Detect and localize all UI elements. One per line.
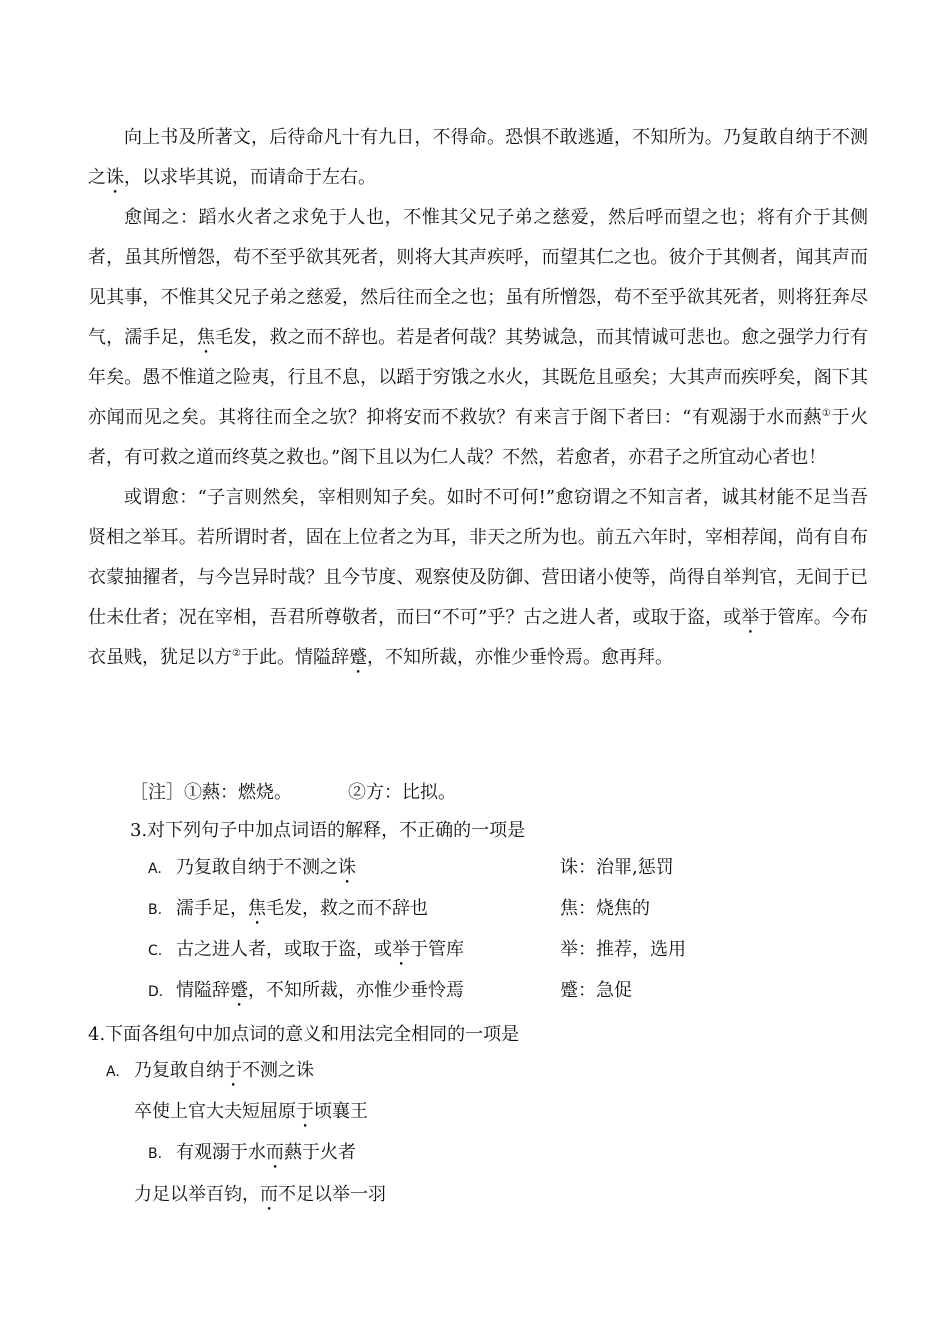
q3-stem: 3.对下列句子中加点词语的解释，不正确的一项是 (130, 820, 526, 841)
dotted-word: 蹙 (348, 647, 367, 668)
text: 不足以举一羽 (278, 1184, 386, 1205)
option-letter: A. (106, 1064, 120, 1080)
passage (88, 118, 868, 678)
paragraph-3 (88, 478, 868, 678)
dotted-word: 而 (260, 1184, 278, 1205)
option-letter: B. (148, 902, 163, 918)
text: 愈闻之：蹈水火者之求免于人也，不惟其父兄子弟之慈爱，然后呼而望之也；将有介于其侧者，虽其所憎怨，苟不至乎欲其死者，则将大其声疾呼，而望其仁之也。彼介于其侧者，闻其声而见其事，不惟其父兄子弟之慈爱，然后往而全之也；虽有所憎怨，苟不至乎欲其死者，则将狂奔尽气，濡手足， (88, 207, 868, 348)
text: 濡手足， (176, 898, 248, 919)
dotted-word: 焦 (196, 327, 216, 348)
q3-option-b (148, 894, 928, 929)
paragraph-2 (88, 198, 868, 478)
text: ，不知所裁，亦惟少垂怜焉 (248, 980, 464, 1001)
text: 于管库。今布衣虽贱，犹足以方 (88, 607, 869, 668)
dotted-word: 蹙 (230, 980, 248, 1001)
q4-option-b-line-1 (148, 1138, 356, 1173)
option-letter: C. (148, 943, 163, 959)
text: 于管库 (410, 939, 464, 960)
option-gloss: 焦：烧焦的 (560, 898, 650, 919)
q4-option-a-line-2 (134, 1097, 368, 1132)
text: 古之进人者，或取于盗，或 (176, 939, 392, 960)
option-letter: A. (148, 861, 162, 877)
note-2: ②方：比拟。 (348, 782, 456, 803)
text: 或谓愈：“子言则然矣，宰相则知子矣。如时不可何!”愈窃谓之不知言者，诚其材能不足当吾贤相之举耳。若所谓时者，固在上位者之为耳，非天之所为也。前五六年时，宰相荐闻，尚有自布衣蒙抽擢者，与今岂异时哉？且今节度、观察使及防御、营田诸小使等，尚得自举判官，无间于已仕未仕者；况在宰相，吾君所尊敬者，而曰“不可”乎？古之进人者，或取于盗，或 (88, 487, 868, 628)
text: 毛发，救之而不辞也。若是者何哉？其势诚急，而其情诚可悲也。愈之强学力行有年矣。愚不惟道之险夷，行且不息，以蹈于穷饿之水火，其既危且亟矣；大其声而疾呼矣，阁下其亦闻而见之矣。其将往而全之欤？抑将安而不救欤？有来言于阁下者曰：“有观溺于水而爇 (88, 327, 869, 428)
dotted-word: 于 (296, 1101, 314, 1122)
dotted-word: 而 (266, 1142, 284, 1163)
text: 不测之诛 (242, 1060, 314, 1081)
text: 卒使上官大夫短屈原 (134, 1101, 296, 1122)
text: 毛发，救之而不辞也 (266, 898, 428, 919)
text: 于此。情隘辞 (240, 647, 349, 668)
text: 爇于火者 (284, 1142, 356, 1163)
note-1: ①爇：燃烧。 (184, 782, 292, 803)
footnote-marker: ① (821, 408, 832, 419)
text: 顷襄王 (314, 1101, 368, 1122)
option-letter: B. (148, 1146, 163, 1162)
text: 乃复敢自纳 (134, 1060, 224, 1081)
text: 力足以举百钧， (134, 1184, 260, 1205)
text: ，以求毕其说，而请命于左右。 (124, 167, 376, 188)
text: ，不知所裁，亦惟少垂怜焉。愈再拜。 (366, 647, 673, 668)
dotted-word: 诛 (106, 167, 124, 188)
paragraph-1 (88, 118, 868, 198)
option-gloss: 举：推荐，选用 (560, 939, 686, 960)
text: 向上书及所著文，后待命凡十有九日，不得命。恐惧不敢逃遁，不知所为。乃复敢自纳于不测之 (88, 127, 868, 188)
dotted-word: 举 (392, 939, 410, 960)
notes-label: ［注］ (130, 782, 184, 803)
option-gloss: 诛：治罪,惩罚 (560, 857, 674, 878)
notes-line (130, 778, 456, 808)
q4-stem: 4.下面各组句中加点词的意义和用法完全相同的一项是 (88, 1024, 520, 1045)
text: 乃复敢自纳于不测之 (176, 857, 338, 878)
dotted-word: 焦 (248, 898, 266, 919)
q4-option-b-line-2 (134, 1180, 386, 1215)
dotted-word: 举 (741, 607, 760, 628)
q3-option-c (148, 935, 928, 970)
q3-option-a (148, 853, 928, 888)
text: 于火者，有可救之道而终莫之救也。”阁下且以为仁人哉？不然，若愈者，亦君子之所宜动心者也！ (88, 407, 869, 468)
q4-option-a-line-1 (106, 1056, 314, 1091)
text: 情隘辞 (176, 980, 230, 1001)
option-gloss: 蹙：急促 (560, 980, 632, 1001)
q3-option-d (148, 976, 928, 1011)
footnote-marker: ② (232, 648, 241, 659)
text: 有观溺于水 (176, 1142, 266, 1163)
dotted-word: 于 (224, 1060, 242, 1081)
option-letter: D. (148, 984, 164, 1000)
dotted-word: 诛 (338, 857, 356, 878)
